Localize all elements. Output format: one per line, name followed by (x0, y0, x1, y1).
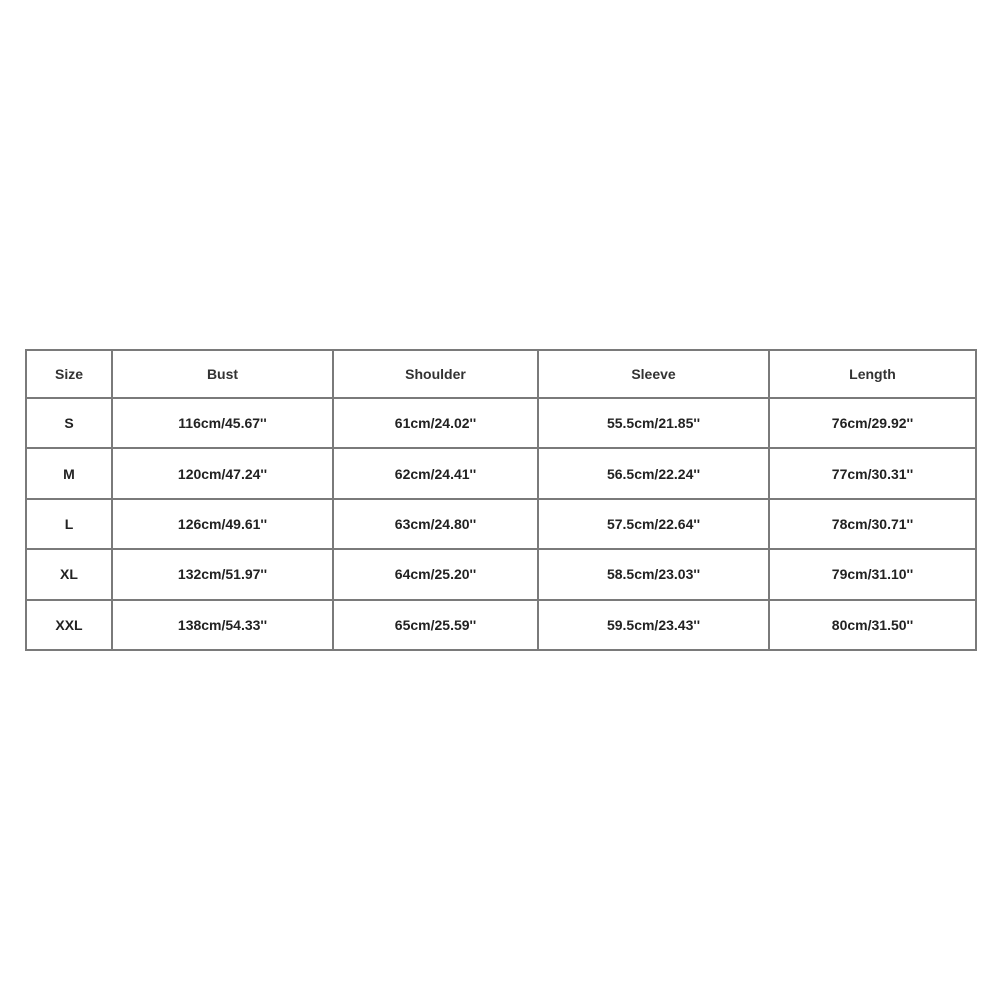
cell-length: 78cm/30.71'' (769, 499, 976, 549)
cell-shoulder: 61cm/24.02'' (333, 398, 538, 448)
cell-sleeve: 57.5cm/22.64'' (538, 499, 769, 549)
size-chart-table (25, 349, 977, 651)
cell-sleeve: 59.5cm/23.43'' (538, 600, 769, 650)
cell-size: L (26, 499, 112, 549)
cell-size: XL (26, 549, 112, 599)
cell-size: XXL (26, 600, 112, 650)
table-row (26, 499, 976, 549)
cell-bust: 138cm/54.33'' (112, 600, 333, 650)
cell-bust: 116cm/45.67'' (112, 398, 333, 448)
table-row (26, 549, 976, 599)
cell-size: S (26, 398, 112, 448)
header-shoulder: Shoulder (333, 350, 538, 398)
header-length: Length (769, 350, 976, 398)
table-row (26, 600, 976, 650)
cell-shoulder: 65cm/25.59'' (333, 600, 538, 650)
cell-size: M (26, 448, 112, 498)
header-size: Size (26, 350, 112, 398)
cell-shoulder: 64cm/25.20'' (333, 549, 538, 599)
table-row (26, 448, 976, 498)
cell-length: 80cm/31.50'' (769, 600, 976, 650)
cell-shoulder: 62cm/24.41'' (333, 448, 538, 498)
cell-sleeve: 58.5cm/23.03'' (538, 549, 769, 599)
table-header-row (26, 350, 976, 398)
header-sleeve: Sleeve (538, 350, 769, 398)
table-row (26, 398, 976, 448)
cell-bust: 126cm/49.61'' (112, 499, 333, 549)
header-bust: Bust (112, 350, 333, 398)
cell-length: 77cm/30.31'' (769, 448, 976, 498)
cell-shoulder: 63cm/24.80'' (333, 499, 538, 549)
cell-length: 76cm/29.92'' (769, 398, 976, 448)
cell-bust: 132cm/51.97'' (112, 549, 333, 599)
cell-sleeve: 55.5cm/21.85'' (538, 398, 769, 448)
cell-bust: 120cm/47.24'' (112, 448, 333, 498)
cell-sleeve: 56.5cm/22.24'' (538, 448, 769, 498)
cell-length: 79cm/31.10'' (769, 549, 976, 599)
